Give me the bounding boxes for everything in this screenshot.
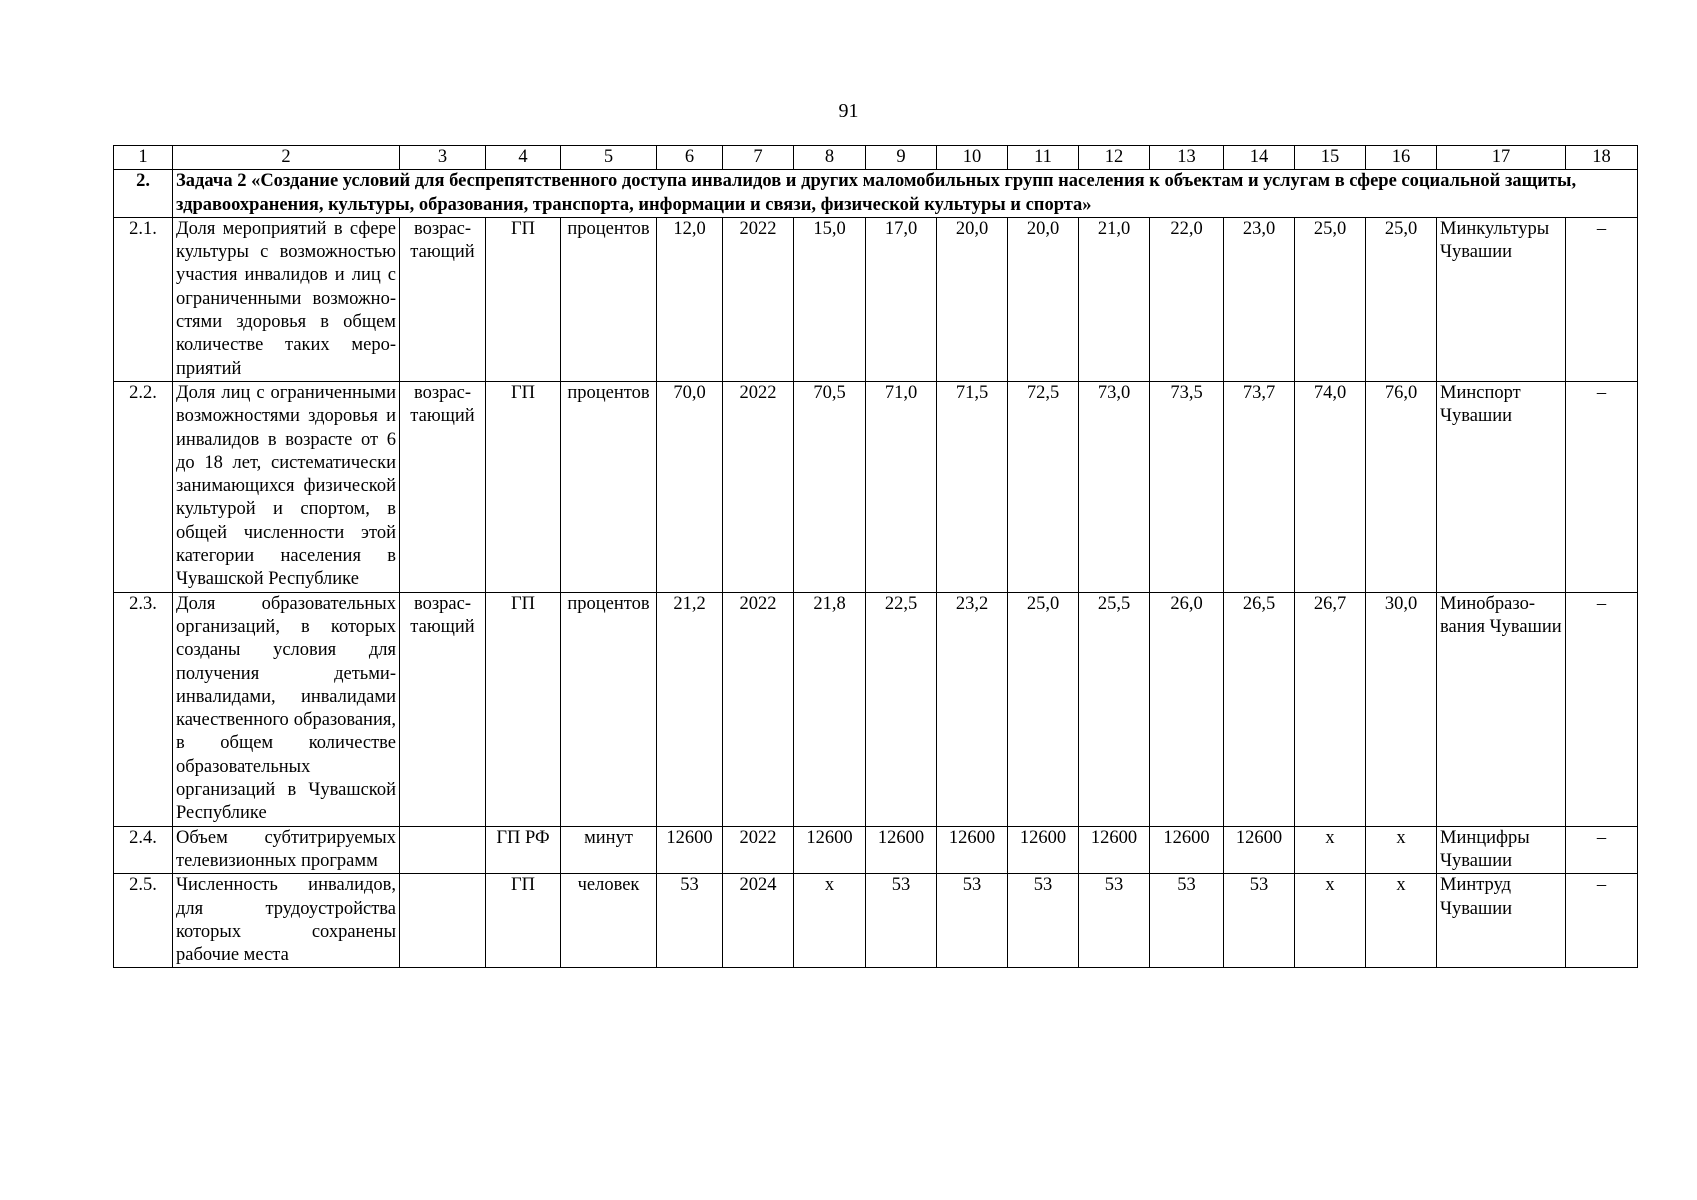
responsible-body: Минобразования Чувашии [1437, 592, 1566, 826]
indicator-unit: процентов [561, 217, 657, 381]
indicator-row [114, 217, 1638, 381]
column-number-3: 3 [400, 146, 486, 170]
year-value: 25,0 [1295, 217, 1366, 381]
indicator-name: Численность инвалидов, для трудоустройства которых сохранены рабочие места [173, 874, 400, 968]
column-number-2: 2 [173, 146, 400, 170]
indicator-trend: возрастающий [400, 381, 486, 592]
year-value: x [1295, 874, 1366, 968]
year-value: 73,7 [1224, 381, 1295, 592]
indicator-row [114, 826, 1638, 874]
indicator-level: ГП РФ [486, 826, 561, 874]
indicator-trend [400, 874, 486, 968]
year-value: 70,5 [794, 381, 866, 592]
indicator-unit: процентов [561, 381, 657, 592]
column-number-row [114, 146, 1638, 170]
note: – [1566, 217, 1638, 381]
indicators-table [113, 145, 1638, 968]
column-number-17: 17 [1437, 146, 1566, 170]
column-number-5: 5 [561, 146, 657, 170]
year-value: 12600 [1150, 826, 1224, 874]
year-value: 53 [1224, 874, 1295, 968]
task-title: Задача 2 «Создание условий для беспрепятственного доступа инвалидов и других маломобильных групп населения к объектам и услугам в сфере социальной защиты, здравоохранения, культуры, образования, транспорта, информации и связи, физической культуры и спорта» [173, 170, 1638, 218]
indicator-trend: возрастающий [400, 592, 486, 826]
year-value: x [794, 874, 866, 968]
responsible-body: Минцифры Чувашии [1437, 826, 1566, 874]
column-number-1: 1 [114, 146, 173, 170]
column-number-11: 11 [1008, 146, 1079, 170]
base-year: 2024 [723, 874, 794, 968]
base-value: 70,0 [657, 381, 723, 592]
year-value: x [1295, 826, 1366, 874]
column-number-14: 14 [1224, 146, 1295, 170]
column-number-6: 6 [657, 146, 723, 170]
note: – [1566, 826, 1638, 874]
year-value: 71,5 [937, 381, 1008, 592]
year-value: 12600 [937, 826, 1008, 874]
year-value: 25,5 [1079, 592, 1150, 826]
row-number: 2.4. [114, 826, 173, 874]
indicator-name: Доля лиц с ограниченными возможностями здоровья и инвалидов в возрасте от 6 до 18 лет, систематически занимающихся физической культурой и спортом, в общей численности этой категории населения в Чувашской Республике [173, 381, 400, 592]
column-number-7: 7 [723, 146, 794, 170]
responsible-body: Минкультуры Чувашии [1437, 217, 1566, 381]
year-value: 53 [866, 874, 937, 968]
task-row [114, 170, 1638, 218]
year-value: 20,0 [937, 217, 1008, 381]
base-value: 12600 [657, 826, 723, 874]
year-value: 71,0 [866, 381, 937, 592]
year-value: 73,5 [1150, 381, 1224, 592]
year-value: 23,2 [937, 592, 1008, 826]
year-value: 25,0 [1366, 217, 1437, 381]
year-value: 12600 [1008, 826, 1079, 874]
year-value: 17,0 [866, 217, 937, 381]
year-value: 53 [1150, 874, 1224, 968]
base-value: 53 [657, 874, 723, 968]
year-value: 53 [1079, 874, 1150, 968]
indicator-row [114, 381, 1638, 592]
year-value: 22,5 [866, 592, 937, 826]
column-number-10: 10 [937, 146, 1008, 170]
responsible-body: Минспорт Чувашии [1437, 381, 1566, 592]
base-year: 2022 [723, 217, 794, 381]
column-number-12: 12 [1079, 146, 1150, 170]
responsible-body: Минтруд Чувашии [1437, 874, 1566, 968]
task-number: 2. [114, 170, 173, 218]
base-value: 12,0 [657, 217, 723, 381]
year-value: 15,0 [794, 217, 866, 381]
column-number-13: 13 [1150, 146, 1224, 170]
year-value: 23,0 [1224, 217, 1295, 381]
year-value: 26,7 [1295, 592, 1366, 826]
year-value: 12600 [1224, 826, 1295, 874]
base-year: 2022 [723, 381, 794, 592]
year-value: 21,8 [794, 592, 866, 826]
year-value: 73,0 [1079, 381, 1150, 592]
note: – [1566, 592, 1638, 826]
year-value: 26,5 [1224, 592, 1295, 826]
indicator-name: Доля мероприятий в сфере культуры с возможностью участия инвалидов и лиц с ограниченными возможностями здоровья в общем количестве таких мероприятий [173, 217, 400, 381]
indicator-unit: человек [561, 874, 657, 968]
year-value: 72,5 [1008, 381, 1079, 592]
column-number-8: 8 [794, 146, 866, 170]
indicator-unit: процентов [561, 592, 657, 826]
column-number-4: 4 [486, 146, 561, 170]
indicator-level: ГП [486, 592, 561, 826]
indicator-trend: возрастающий [400, 217, 486, 381]
year-value: 26,0 [1150, 592, 1224, 826]
indicator-name: Объем субтитрируемых телевизионных программ [173, 826, 400, 874]
year-value: 74,0 [1295, 381, 1366, 592]
year-value: 20,0 [1008, 217, 1079, 381]
column-number-15: 15 [1295, 146, 1366, 170]
year-value: 12600 [1079, 826, 1150, 874]
base-year: 2022 [723, 826, 794, 874]
indicator-name: Доля образовательных организаций, в которых созданы условия для получения детьми-инвалидами, инвалидами качественного образования, в общем количестве образовательных организаций в Чувашской Республике [173, 592, 400, 826]
indicator-unit: минут [561, 826, 657, 874]
year-value: 22,0 [1150, 217, 1224, 381]
indicator-level: ГП [486, 874, 561, 968]
indicator-row [114, 874, 1638, 968]
year-value: 53 [937, 874, 1008, 968]
note: – [1566, 874, 1638, 968]
page-number: 91 [838, 100, 859, 122]
column-number-18: 18 [1566, 146, 1638, 170]
row-number: 2.5. [114, 874, 173, 968]
column-number-9: 9 [866, 146, 937, 170]
base-value: 21,2 [657, 592, 723, 826]
row-number: 2.2. [114, 381, 173, 592]
row-number: 2.1. [114, 217, 173, 381]
indicator-level: ГП [486, 381, 561, 592]
year-value: 25,0 [1008, 592, 1079, 826]
column-number-16: 16 [1366, 146, 1437, 170]
base-year: 2022 [723, 592, 794, 826]
year-value: x [1366, 874, 1437, 968]
row-number: 2.3. [114, 592, 173, 826]
year-value: 30,0 [1366, 592, 1437, 826]
note: – [1566, 381, 1638, 592]
year-value: 12600 [794, 826, 866, 874]
indicator-row [114, 592, 1638, 826]
year-value: x [1366, 826, 1437, 874]
indicator-trend [400, 826, 486, 874]
year-value: 76,0 [1366, 381, 1437, 592]
year-value: 21,0 [1079, 217, 1150, 381]
year-value: 12600 [866, 826, 937, 874]
indicator-level: ГП [486, 217, 561, 381]
year-value: 53 [1008, 874, 1079, 968]
